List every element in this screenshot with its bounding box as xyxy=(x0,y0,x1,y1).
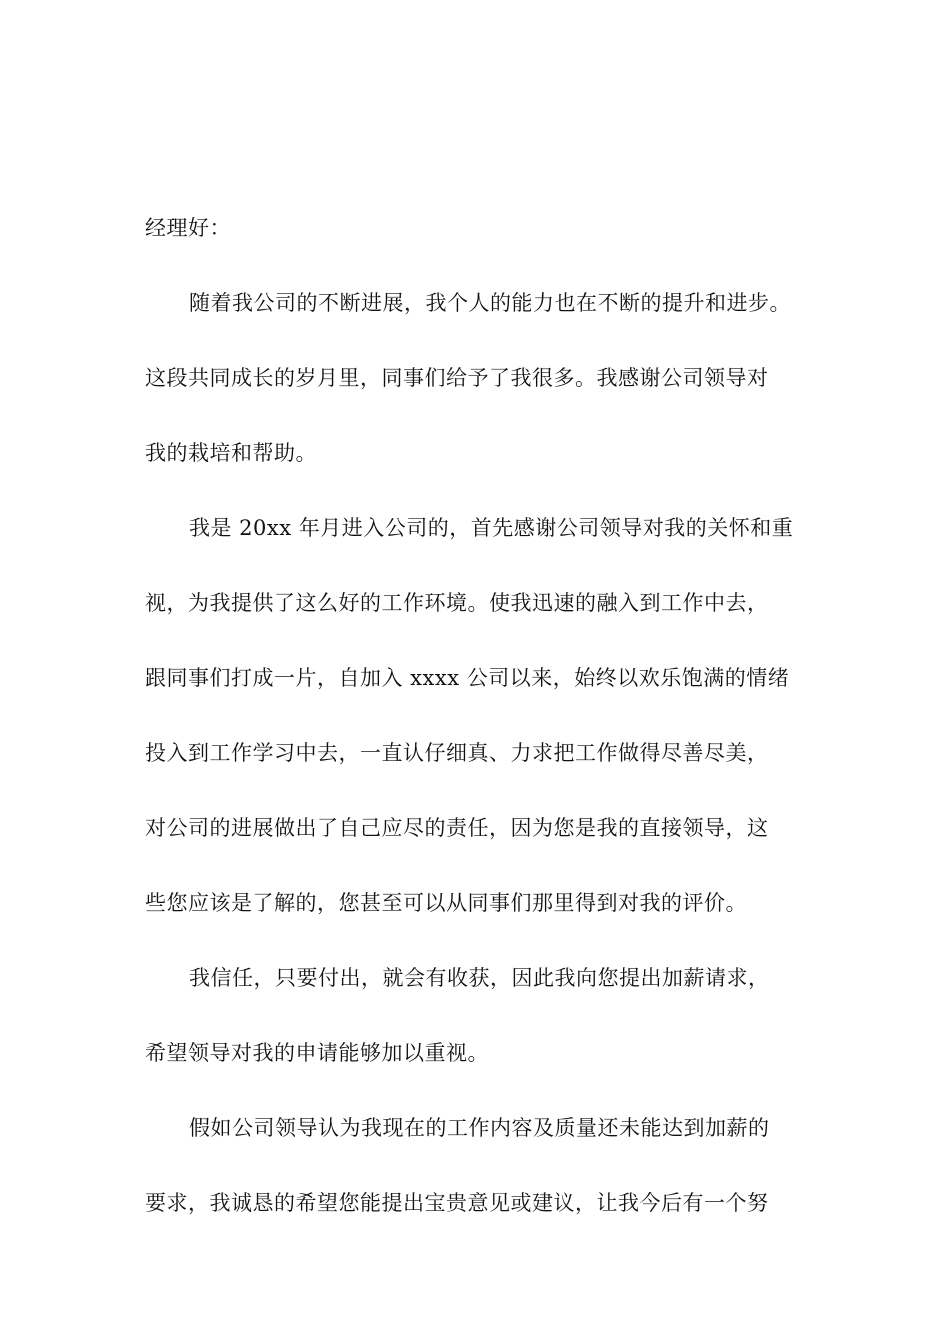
paragraph-2-line-2: 视，为我提供了这么好的工作环境。使我迅速的融入到工作中去， xyxy=(145,591,769,615)
paragraph-1-line-3: 我的栽培和帮助。 xyxy=(145,441,317,465)
paragraph-4-line-2: 要求，我诚恳的希望您能提出宝贵意见或建议，让我今后有一个努 xyxy=(145,1191,769,1215)
paragraph-2-line-6: 些您应该是了解的，您甚至可以从同事们那里得到对我的评价。 xyxy=(145,891,747,915)
paragraph-2-line-4: 投入到工作学习中去，一直认仔细真、力求把工作做得尽善尽美， xyxy=(145,741,769,765)
paragraph-1-line-2: 这段共同成长的岁月里，同事们给予了我很多。我感谢公司领导对 xyxy=(145,366,769,390)
paragraph-2-line-5: 对公司的进展做出了自己应尽的责任，因为您是我的直接领导，这 xyxy=(145,816,769,840)
paragraph-3-line-1: 我信任，只要付出，就会有收获，因此我向您提出加薪请求， xyxy=(189,966,770,990)
salutation: 经理好： xyxy=(145,216,231,240)
paragraph-2-line-3: 跟同事们打成一片，自加入 xxxx 公司以来，始终以欢乐饱满的情绪 xyxy=(145,666,790,690)
paragraph-2-line-1: 我是 20xx 年月进入公司的，首先感谢公司领导对我的关怀和重 xyxy=(189,516,794,540)
paragraph-4-line-1: 假如公司领导认为我现在的工作内容及质量还未能达到加薪的 xyxy=(189,1116,770,1140)
paragraph-3-line-2: 希望领导对我的申请能够加以重视。 xyxy=(145,1041,489,1065)
paragraph-1-line-1: 随着我公司的不断进展，我个人的能力也在不断的提升和进步。 xyxy=(189,291,791,315)
